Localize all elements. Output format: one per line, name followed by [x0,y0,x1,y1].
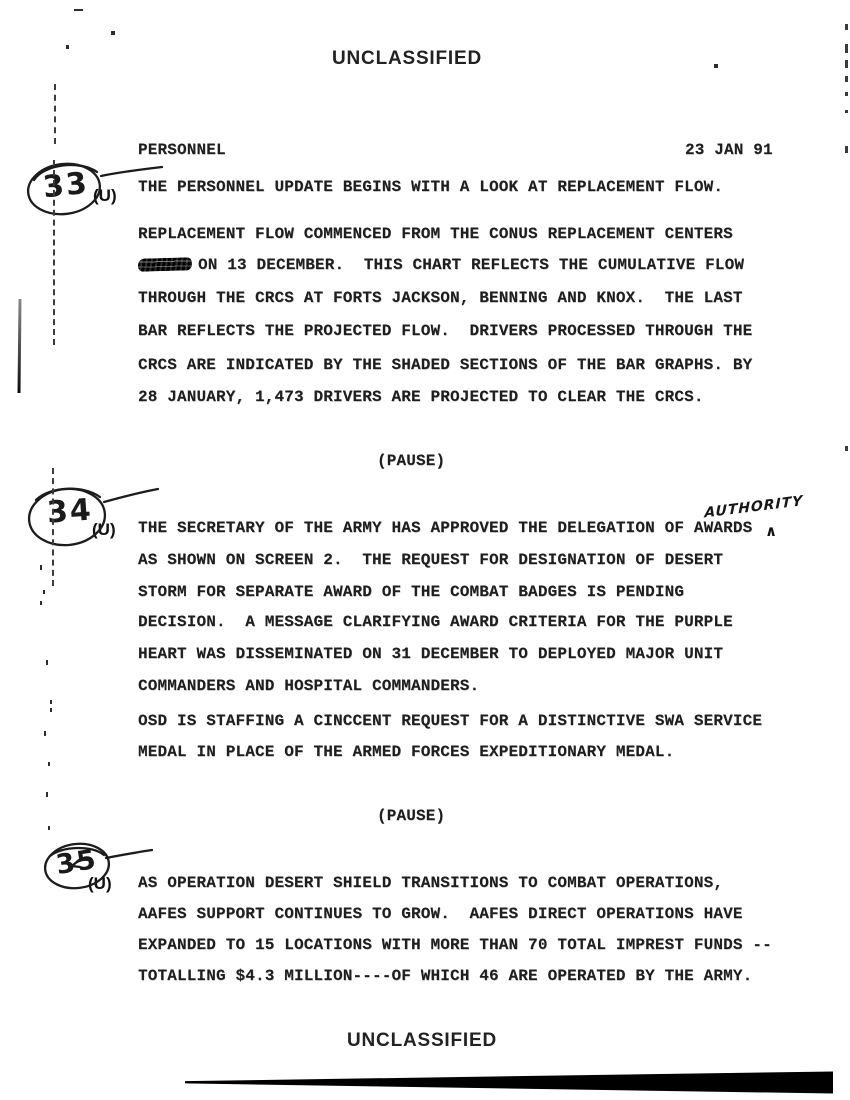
scan-artifact-margin-dashes [54,84,56,144]
paragraph-line: BAR REFLECTS THE PROJECTED FLOW. DRIVERS PROCESSED THROUGH THE [138,322,753,340]
scan-artifact-right-tick [845,92,848,96]
scan-artifact-margin-dashes [52,468,54,586]
item-34-classification-marking: (U) [92,520,116,539]
scan-artifact-speck [48,762,50,766]
paragraph-line: AS OPERATION DESERT SHIELD TRANSITIONS TO COMBAT OPERATIONS, [138,874,724,892]
insertion-caret: ∧ [765,522,778,540]
scan-artifact-footer-bar [185,1071,833,1094]
scan-artifact-margin-dashes [53,160,55,345]
item-35-number: 35 [53,843,100,882]
scan-artifact-right-tick [845,110,848,113]
paragraph-line: AS SHOWN ON SCREEN 2. THE REQUEST FOR DESIGNATION OF DESERT [138,551,724,569]
scan-artifact-speck [44,731,46,736]
paragraph-line: THE PERSONNEL UPDATE BEGINS WITH A LOOK AT REPLACEMENT FLOW. [138,178,724,196]
scan-artifact-right-tick [845,60,848,68]
paragraph-line: 28 JANUARY, 1,473 DRIVERS ARE PROJECTED TO CLEAR THE CRCS. [138,388,704,406]
paragraph-line: MEDAL IN PLACE OF THE ARMED FORCES EXPEDITIONARY MEDAL. [138,743,675,761]
scan-artifact-right-tick [845,44,848,53]
redacted-word [138,257,192,271]
section-label: PERSONNEL [138,141,226,159]
pause-marker: (PAUSE) [377,452,446,470]
scan-artifact-speck [74,9,83,11]
paragraph-line: STORM FOR SEPARATE AWARD OF THE COMBAT BADGES IS PENDING [138,583,685,601]
item-33-number: 33 [41,165,91,206]
scan-artifact-speck [50,708,52,712]
item-35-classification-marking: (U) [88,874,112,893]
scan-artifact-speck [50,700,52,704]
classification-header-bottom: UNCLASSIFIED [347,1030,497,1051]
item-34-number: 34 [45,492,94,531]
scan-artifact-speck [66,45,69,49]
scan-artifact-speck [40,601,42,605]
scan-artifact-speck [111,31,115,35]
paragraph-line-text: ON 13 DECEMBER. THIS CHART REFLECTS THE CUMULATIVE FLOW [198,256,745,274]
authority-annotation: AUTHORITY [704,493,804,522]
scan-artifact-speck [46,792,48,797]
paragraph-line: CRCS ARE INDICATED BY THE SHADED SECTIONS OF THE BAR GRAPHS. BY [138,356,753,374]
paragraph-line: REPLACEMENT FLOW COMMENCED FROM THE CONUS REPLACEMENT CENTERS [138,225,733,243]
paragraph-line: AAFES SUPPORT CONTINUES TO GROW. AAFES DIRECT OPERATIONS HAVE [138,905,743,923]
paragraph-line: DECISION. A MESSAGE CLARIFYING AWARD CRITERIA FOR THE PURPLE [138,613,733,631]
scan-artifact-speck [43,590,45,594]
scan-artifact-margin-line [18,299,22,393]
date-label: 23 JAN 91 [685,141,773,159]
paragraph-line: TOTALLING $4.3 MILLION----OF WHICH 46 ARE OPERATED BY THE ARMY. [138,967,753,985]
scan-artifact-speck [714,64,718,68]
scan-artifact-speck [48,826,50,830]
paragraph-line: EXPANDED TO 15 LOCATIONS WITH MORE THAN 70 TOTAL IMPREST FUNDS -- [138,936,772,954]
paragraph-line: HEART WAS DISSEMINATED ON 31 DECEMBER TO DEPLOYED MAJOR UNIT [138,645,724,663]
scan-artifact-speck [40,565,42,570]
scan-artifact-speck [46,660,48,665]
scan-artifact-right-tick [845,146,848,153]
scan-artifact-right-tick [845,76,848,82]
item-33-classification-marking: (U) [93,186,117,205]
paragraph-line: COMMANDERS AND HOSPITAL COMMANDERS. [138,677,480,695]
paragraph-line: OSD IS STAFFING A CINCCENT REQUEST FOR A DISTINCTIVE SWA SERVICE [138,712,763,730]
paragraph-line: THE SECRETARY OF THE ARMY HAS APPROVED THE DELEGATION OF AWARDS [138,519,753,537]
classification-header-top: UNCLASSIFIED [332,48,482,69]
pause-marker: (PAUSE) [377,807,446,825]
paragraph-line [138,256,744,274]
scan-artifact-right-tick [845,24,848,30]
scan-artifact-right-tick [845,446,848,451]
paragraph-line: THROUGH THE CRCS AT FORTS JACKSON, BENNING AND KNOX. THE LAST [138,289,743,307]
